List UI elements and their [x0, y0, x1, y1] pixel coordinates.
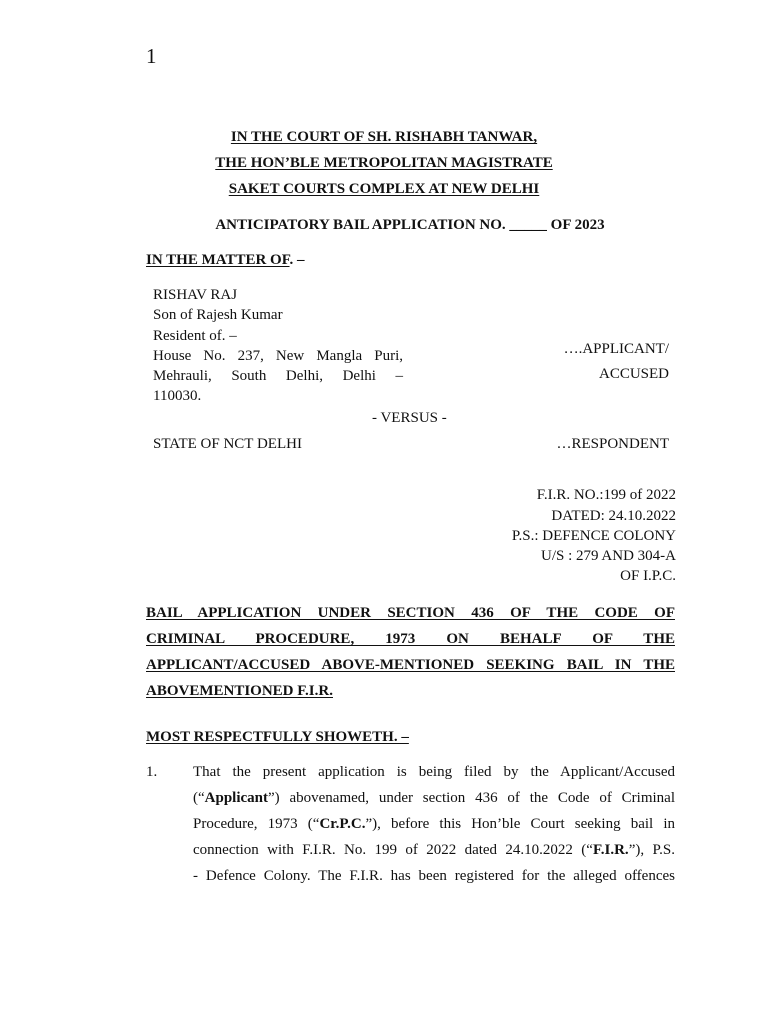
fir-of-ipc: OF I.P.C. [620, 568, 676, 584]
para-1-line-3 [193, 816, 675, 833]
para-1-l3a: Procedure, 1973 (“ [193, 816, 320, 832]
page-number: 1 [146, 44, 157, 68]
applicant-name: RISHAV RAJ [153, 287, 238, 303]
para-1-l4a: connection with F.I.R. No. 199 of 2022 dated 24.10.2022 (“ [193, 842, 593, 858]
applicant-role-2: ACCUSED [598, 366, 669, 382]
para-1-l3c: ”), before this Hon’ble Court seeking bail in [365, 816, 675, 832]
fir-sections: U/S : 279 AND 304-A [540, 548, 676, 564]
fir-number: F.I.R. NO.:199 of 2022 [536, 487, 676, 503]
respondent-role: …RESPONDENT [556, 436, 669, 452]
crpc-defined-term: Cr.P.C. [319, 816, 366, 832]
heading-line-4: ABOVEMENTIONED F.I.R. [146, 683, 333, 699]
showeth: MOST RESPECTFULLY SHOWETH. – [146, 729, 409, 745]
applicant-resident-label: Resident of. – [153, 328, 237, 344]
applicant-role-1: ….APPLICANT/ [563, 341, 669, 357]
heading-line-2: CRIMINAL PROCEDURE, 1973 ON BEHALF OF THE [146, 631, 675, 647]
court-line-3: SAKET COURTS COMPLEX AT NEW DELHI [228, 181, 540, 197]
heading-line-1: BAIL APPLICATION UNDER SECTION 436 OF THE CODE OF [146, 605, 675, 621]
applicant-defined-term: Applicant [204, 790, 269, 806]
matter-of [146, 252, 305, 269]
versus: - VERSUS - [372, 410, 447, 426]
court-line-1: IN THE COURT OF SH. RISHABH TANWAR, [230, 129, 538, 145]
para-1-line-2 [193, 790, 675, 807]
applicant-parent: Son of Rajesh Kumar [153, 307, 283, 323]
applicant-address-3: 110030. [153, 388, 202, 404]
fir-dated: DATED: 24.10.2022 [551, 508, 676, 524]
matter-of-label: IN THE MATTER OF [146, 252, 290, 268]
para-1-line-4 [193, 842, 675, 859]
para-1-l4c: ”), P.S. [628, 842, 675, 858]
heading-line-3: APPLICANT/ACCUSED ABOVE-MENTIONED SEEKING BAIL IN THE [146, 657, 675, 673]
matter-of-suffix: . – [289, 252, 305, 268]
fir-police-station: P.S.: DEFENCE COLONY [511, 528, 676, 544]
fir-defined-term: F.I.R. [592, 842, 629, 858]
para-1-line-5: - Defence Colony. The F.I.R. has been registered for the alleged offences [193, 868, 675, 884]
respondent-name: STATE OF NCT DELHI [153, 436, 302, 452]
para-1-l2c: ”) abovenamed, under section 436 of the Code of Criminal [268, 790, 675, 806]
para-1-number: 1. [146, 764, 158, 780]
application-title: ANTICIPATORY BAIL APPLICATION NO. _____ OF 2023 [215, 217, 605, 233]
applicant-address-1: House No. 237, New Mangla Puri, [153, 348, 403, 364]
para-1-l2a: (“ [193, 790, 205, 806]
court-line-2: THE HON’BLE METROPOLITAN MAGISTRATE [215, 155, 553, 171]
para-1-line-1: That the present application is being filed by the Applicant/Accused [193, 764, 675, 780]
applicant-address-2: Mehrauli, South Delhi, Delhi – [153, 368, 403, 384]
